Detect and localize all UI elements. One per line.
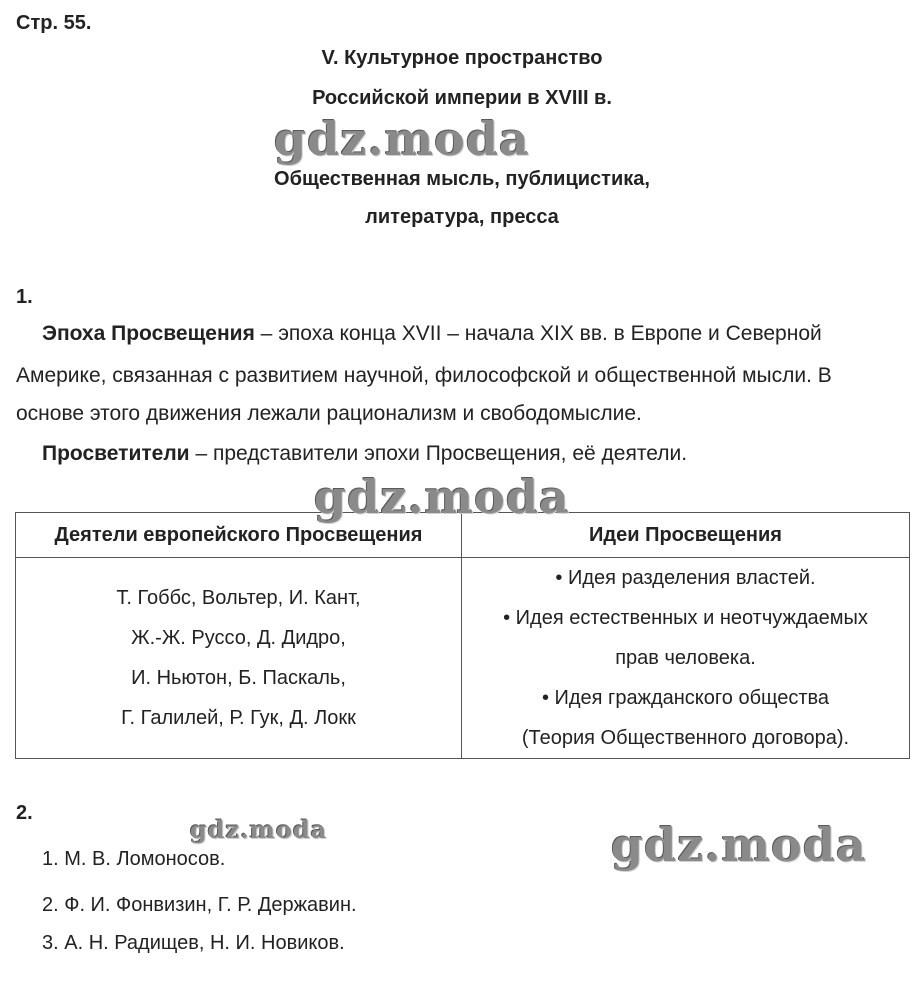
list-item: 3. А. Н. Радищев, Н. И. Новиков.	[42, 932, 345, 954]
definition-line: основе этого движения лежали рационализм и свободомыслие.	[16, 402, 642, 425]
section-title: V. Культурное пространство	[321, 47, 603, 69]
idea-line: • Идея естественных и неотчуждаемых	[503, 607, 868, 629]
idea-line: • Идея разделения властей.	[555, 567, 816, 589]
page-number: Стр. 55.	[16, 12, 92, 34]
topic-subtitle: литература, пресса	[365, 206, 559, 228]
definition-text: – эпоха конца XVII – начала XIX вв. в Европе и Северной	[254, 322, 822, 345]
list-item: 1. М. В. Ломоносов.	[42, 848, 226, 870]
section-subtitle: Российской империи в XVIII в.	[312, 87, 612, 109]
figures-cell	[16, 558, 462, 759]
table-header: Деятели европейского Просвещения	[16, 513, 462, 558]
figure-line: Ж.-Ж. Руссо, Д. Дидро,	[131, 627, 346, 649]
ideas-cell	[462, 558, 910, 759]
enlightenment-table	[15, 512, 910, 759]
idea-line: • Идея гражданского общества	[541, 687, 830, 709]
definition-text: – представители эпохи Просвещения, её деятели.	[189, 442, 688, 465]
figure-line: И. Ньютон, Б. Паскаль,	[131, 667, 346, 689]
topic-title: Общественная мысль, публицистика,	[274, 168, 650, 190]
watermark: gdz.moda	[611, 818, 867, 872]
term-enlightenment: Эпоха Просвещения	[42, 322, 255, 345]
term-enlighteners: Просветители	[42, 442, 190, 465]
table-header: Идеи Просвещения	[462, 513, 910, 558]
figure-line: Г. Галилей, Р. Гук, Д. Локк	[121, 707, 356, 729]
task1-number: 1.	[16, 286, 33, 308]
idea-line: (Теория Общественного договора).	[521, 727, 850, 749]
task2-number: 2.	[16, 802, 33, 824]
watermark: gdz.moda	[314, 470, 570, 524]
definition-enlightenment	[42, 322, 822, 346]
table-row	[16, 558, 910, 759]
list-item: 2. Ф. И. Фонвизин, Г. Р. Державин.	[42, 894, 357, 916]
figure-line: Т. Гоббс, Вольтер, И. Кант,	[116, 587, 361, 609]
watermark: gdz.moda	[274, 112, 530, 166]
idea-line: прав человека.	[615, 647, 756, 669]
watermark: gdz.moda	[190, 815, 328, 844]
definition-line: Америке, связанная с развитием научной, философской и общественной мысли. В	[16, 364, 832, 387]
definition-enlighteners	[42, 442, 687, 466]
